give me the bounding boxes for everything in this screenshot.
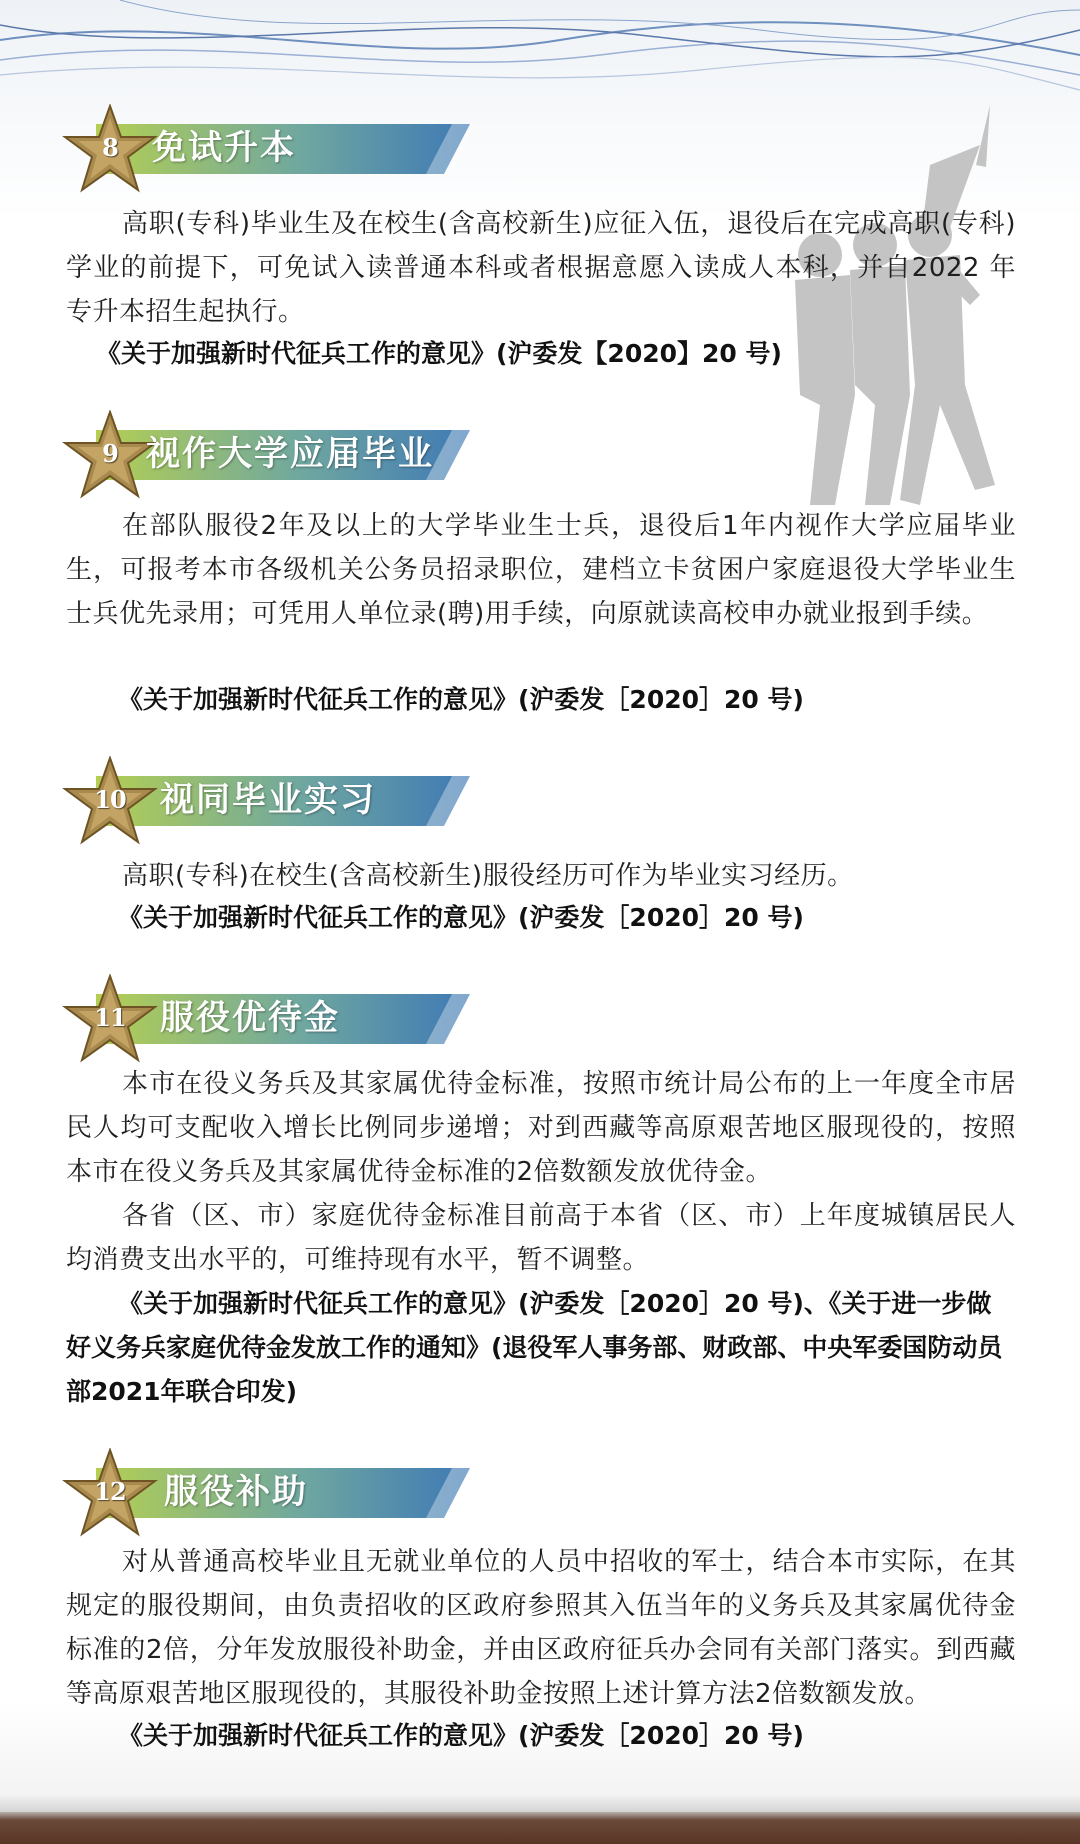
section-9	[0, 410, 1080, 714]
section-12	[0, 1448, 1080, 1750]
bottom-shadow	[0, 1794, 1080, 1812]
section-8	[0, 104, 1080, 368]
section-title: 免试升本	[152, 128, 296, 168]
policy-source: 《关于加强新时代征兵工作的意见》(沪委发［2020］20 号)	[118, 685, 804, 714]
section-header	[0, 104, 1080, 190]
bottom-band	[0, 1812, 1080, 1844]
section-paragraph: 本市在役义务兵及其家属优待金标准，按照市统计局公布的上一年度全市居民人均可支配收入增长比例同步递增；对到西藏等高原艰苦地区服现役的，按照本市在役义务兵及其家属优待金标准的2倍数额发放优待金。	[66, 1069, 1016, 1187]
section-header	[0, 1448, 1080, 1534]
policy-source: 《关于加强新时代征兵工作的意见》(沪委发【2020】20 号)	[96, 339, 782, 368]
policy-source: 《关于加强新时代征兵工作的意见》(沪委发［2020］20 号)、《关于进一步做好义务兵家庭优待金发放工作的通知》(退役军人事务部、财政部、中央军委国防动员部2021年联合印发)	[66, 1289, 1003, 1406]
section-header	[0, 410, 1080, 496]
section-header	[0, 974, 1080, 1060]
section-paragraph: 各省（区、市）家庭优待金标准目前高于本省（区、市）上年度城镇居民人均消费支出水平的，可维持现有水平，暂不调整。	[66, 1201, 1016, 1275]
policy-source: 《关于加强新时代征兵工作的意见》(沪委发［2020］20 号)	[118, 1721, 804, 1750]
section-number: 8	[102, 133, 118, 162]
policy-source: 《关于加强新时代征兵工作的意见》(沪委发［2020］20 号)	[118, 903, 804, 932]
section-11	[0, 974, 1080, 1406]
section-header	[0, 756, 1080, 842]
section-10	[0, 756, 1080, 932]
section-paragraph: 在部队服役2年及以上的大学毕业生士兵，退役后1年内视作大学应届毕业生，可报考本市各级机关公务员招录职位，建档立卡贫困户家庭退役大学毕业生士兵优先录用；可凭用人单位录(聘)用手续，向原就读高校申办就业报到手续。	[66, 511, 1016, 629]
section-number: 10	[94, 785, 126, 814]
section-title: 服役补助	[164, 1472, 308, 1512]
section-paragraph: 高职(专科)毕业生及在校生(含高校新生)应征入伍，退役后在完成高职(专科)学业的前提下，可免试入读普通本科或者根据意愿入读成人本科，并自2022 年专升本招生起执行。	[66, 209, 1016, 327]
section-number: 12	[94, 1477, 126, 1506]
section-number: 11	[94, 1003, 126, 1032]
section-paragraph: 对从普通高校毕业且无就业单位的人员中招收的军士，结合本市实际，在其规定的服役期间，由负责招收的区政府参照其入伍当年的义务兵及其家属优待金标准的2倍，分年发放服役补助金，并由区政府征兵办会同有关部门落实。到西藏等高原艰苦地区服现役的，其服役补助金按照上述计算方法2倍数额发放。	[66, 1547, 1016, 1709]
section-paragraph: 高职(专科)在校生(含高校新生)服役经历可作为毕业实习经历。	[122, 861, 854, 891]
top-wave-lines	[0, 0, 1080, 120]
section-number: 9	[102, 439, 118, 468]
section-title: 视同毕业实习	[160, 780, 376, 820]
section-title: 服役优待金	[160, 998, 340, 1038]
section-title: 视作大学应届毕业	[146, 434, 434, 474]
